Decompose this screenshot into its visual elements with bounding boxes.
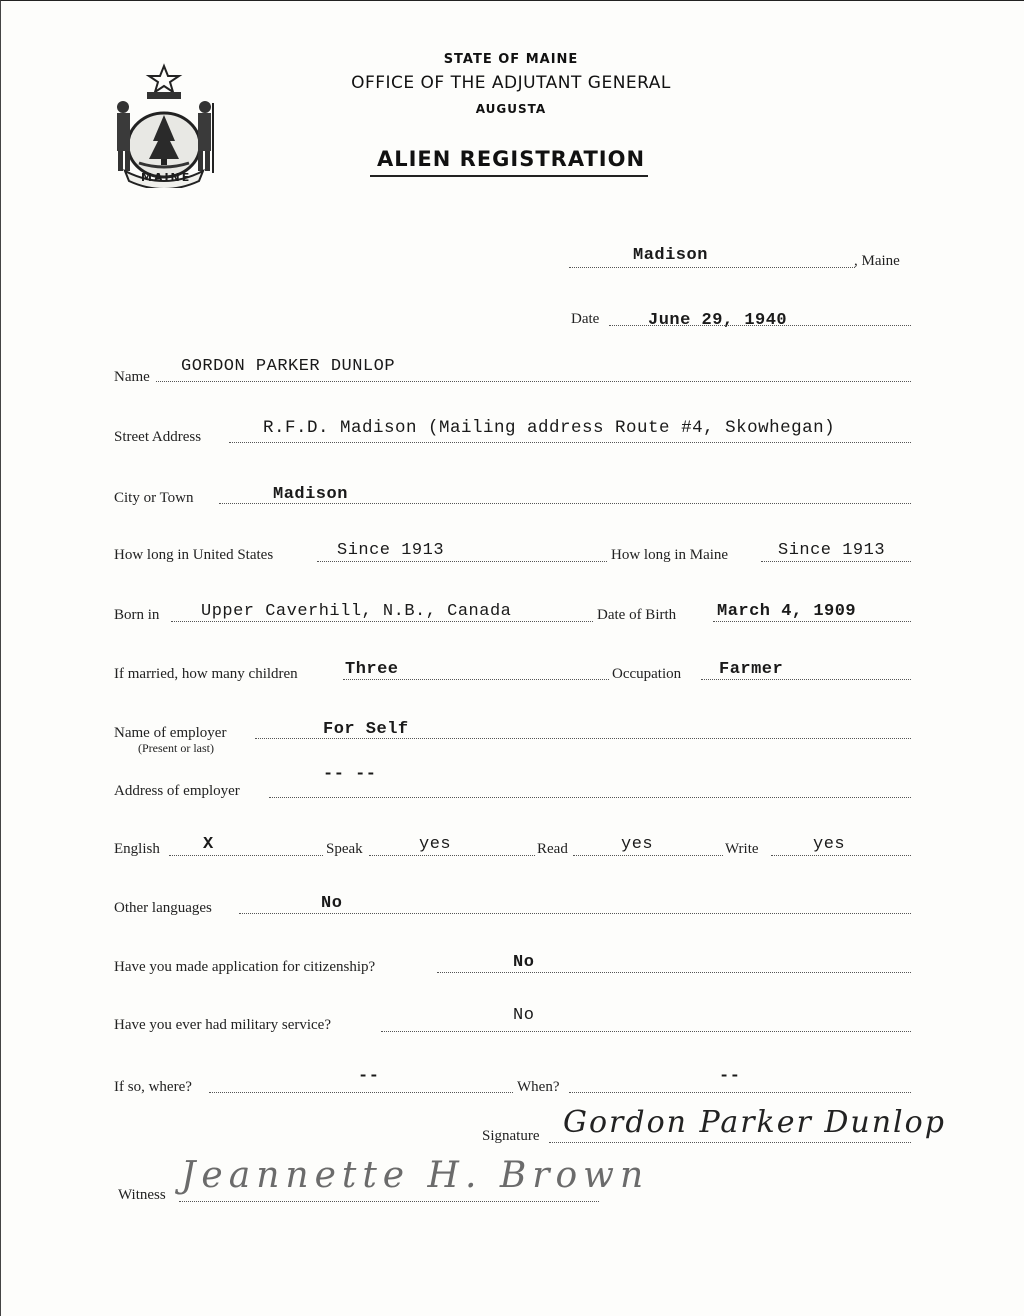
when-line bbox=[569, 1092, 911, 1093]
date-label: Date bbox=[571, 311, 600, 327]
office-heading: OFFICE OF THE ADJUTANT GENERAL bbox=[351, 73, 671, 93]
how-long-us-label: How long in United States bbox=[114, 547, 274, 563]
when-value: -- bbox=[719, 1067, 741, 1086]
city-heading: AUGUSTA bbox=[475, 102, 547, 116]
born-in-label: Born in bbox=[114, 607, 160, 623]
how-long-maine-label: How long in Maine bbox=[611, 547, 729, 563]
write-value: yes bbox=[813, 835, 846, 854]
children-value: Three bbox=[345, 660, 399, 679]
dob-line bbox=[713, 621, 911, 622]
street-address-label: Street Address bbox=[114, 429, 202, 445]
children-line bbox=[343, 679, 609, 680]
born-in-value: Upper Caverhill, N.B., Canada bbox=[201, 602, 512, 621]
how-long-maine-line bbox=[761, 561, 911, 562]
read-label: Read bbox=[537, 841, 568, 857]
occupation-line bbox=[701, 679, 911, 680]
children-label: If married, how many children bbox=[114, 666, 298, 682]
name-value: GORDON PARKER DUNLOP bbox=[181, 357, 396, 376]
employer-address-value: -- -- bbox=[323, 765, 377, 784]
other-languages-value: No bbox=[321, 894, 343, 913]
employer-address-label: Address of employer bbox=[114, 783, 240, 799]
state-heading: STATE OF MAINE bbox=[443, 52, 579, 67]
other-languages-label: Other languages bbox=[114, 900, 212, 916]
city-label: City or Town bbox=[114, 490, 194, 506]
when-label: When? bbox=[517, 1079, 560, 1095]
witness-line bbox=[179, 1201, 599, 1202]
form-title: ALIEN REGISTRATION bbox=[376, 147, 646, 171]
date-value: June 29, 1940 bbox=[648, 311, 788, 330]
place-line bbox=[569, 267, 855, 268]
read-line bbox=[573, 855, 723, 856]
city-value: Madison bbox=[273, 485, 348, 504]
english-line bbox=[169, 855, 323, 856]
name-line bbox=[156, 381, 911, 382]
place-value: Madison bbox=[633, 246, 708, 265]
citizenship-value: No bbox=[513, 953, 535, 972]
dob-label: Date of Birth bbox=[597, 607, 677, 623]
signature-label: Signature bbox=[482, 1128, 540, 1144]
citizenship-label: Have you made application for citizenship? bbox=[114, 959, 376, 975]
seal-ribbon-text: MAINE bbox=[141, 171, 192, 184]
how-long-maine-value: Since 1913 bbox=[778, 541, 886, 560]
speak-value: yes bbox=[419, 835, 452, 854]
how-long-us-value: Since 1913 bbox=[337, 541, 445, 560]
citizenship-line bbox=[437, 972, 911, 973]
name-label: Name bbox=[114, 369, 150, 385]
write-line bbox=[771, 855, 911, 856]
witness-label: Witness bbox=[118, 1187, 166, 1203]
dob-value: March 4, 1909 bbox=[717, 602, 857, 621]
occupation-label: Occupation bbox=[612, 666, 682, 682]
military-label: Have you ever had military service? bbox=[114, 1017, 331, 1033]
occupation-value: Farmer bbox=[719, 660, 784, 679]
employer-address-line bbox=[269, 797, 911, 798]
witness-value: Jeannette H. Brown bbox=[181, 1155, 650, 1196]
english-value: X bbox=[203, 835, 214, 854]
title-underline bbox=[370, 175, 648, 177]
speak-line bbox=[369, 855, 535, 856]
where-label: If so, where? bbox=[114, 1079, 192, 1095]
read-value: yes bbox=[621, 835, 654, 854]
employer-sublabel: (Present or last) bbox=[138, 741, 214, 755]
signature-value: Gordon Parker Dunlop bbox=[563, 1105, 946, 1140]
street-address-value: R.F.D. Madison (Mailing address Route #4, Skowhegan) bbox=[263, 418, 836, 438]
english-label: English bbox=[114, 841, 160, 857]
military-value: No bbox=[513, 1006, 535, 1025]
maine-state-seal-icon bbox=[109, 63, 219, 188]
other-languages-line bbox=[239, 913, 911, 914]
where-line bbox=[209, 1092, 513, 1093]
street-address-line bbox=[229, 442, 911, 443]
signature-line bbox=[549, 1142, 911, 1143]
where-value: -- bbox=[358, 1067, 380, 1086]
employer-label: Name of employer bbox=[114, 725, 227, 741]
employer-value: For Self bbox=[323, 720, 409, 739]
military-line bbox=[381, 1031, 911, 1032]
how-long-us-line bbox=[317, 561, 607, 562]
write-label: Write bbox=[725, 841, 759, 857]
born-in-line bbox=[171, 621, 593, 622]
place-suffix: , Maine bbox=[854, 253, 900, 269]
speak-label: Speak bbox=[326, 841, 363, 857]
